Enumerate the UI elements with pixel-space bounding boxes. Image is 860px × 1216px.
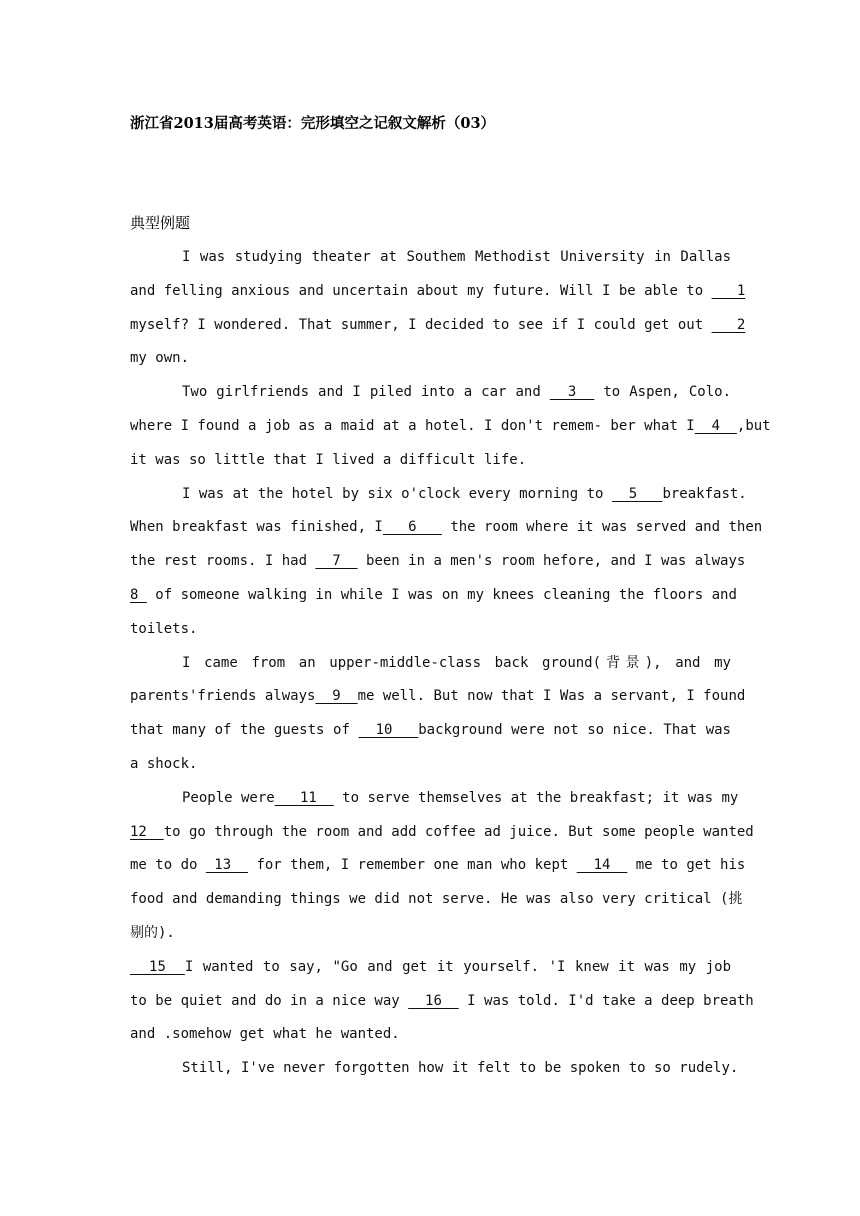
passage-text: food and demanding things we did not serve. He was also very critical (挑	[130, 891, 743, 907]
passage-text: parents'friends always	[130, 688, 316, 704]
answer-blank: 7	[315, 553, 358, 569]
answer-blank: 14	[576, 857, 628, 873]
passage-text: that many of the guests of	[130, 722, 359, 738]
passage-text: I came from an upper-middle-class back ground(背景), and my	[182, 655, 731, 671]
passage-line	[130, 485, 747, 503]
passage-text: toilets.	[130, 621, 198, 637]
passage-line	[130, 856, 746, 874]
passage-text: 剔的).	[130, 925, 175, 941]
passage-text: it was so little that I lived a difficult life.	[130, 452, 527, 468]
passage-line	[130, 552, 746, 570]
passage-text: and felling anxious and uncertain about my future. Will I be able to	[130, 283, 712, 299]
passage-text: to be quiet and do in a nice way	[130, 993, 409, 1009]
passage-line	[130, 992, 754, 1010]
passage-text: been in a men's room hefore, and I was always	[357, 553, 746, 569]
answer-blank: 16	[408, 993, 459, 1009]
page-title: 浙江省2013届高考英语：完形填空之记叙文解析（03）	[130, 115, 496, 132]
passage-text: Two girlfriends and I piled into a car and	[182, 384, 550, 400]
passage-line	[130, 620, 731, 638]
answer-blank: __2	[711, 317, 746, 333]
answer-blank: 8	[130, 587, 147, 603]
answer-blank: 10	[358, 722, 419, 738]
passage-text: I was told. I'd take a deep breath	[458, 993, 754, 1009]
passage-text: to serve themselves at the breakfast; it was my	[333, 790, 739, 806]
passage-text: where I found a job as a maid at a hotel. I don't remem- ber what I	[130, 418, 695, 434]
passage-line	[130, 248, 731, 266]
passage-text: to Aspen, Colo.	[594, 384, 731, 400]
answer-blank: 13	[205, 857, 249, 873]
passage-text: I was at the hotel by six o'clock every morning to	[182, 486, 612, 502]
passage-line	[130, 687, 746, 705]
passage-text: I wanted to say, "Go and get it yourself. 'I knew it was my job	[184, 959, 731, 975]
passage-line	[130, 518, 763, 536]
passage-text: me to do	[130, 857, 206, 873]
passage-line	[130, 417, 771, 435]
passage-text: breakfast.	[662, 486, 747, 502]
answer-blank: 15	[130, 959, 185, 975]
answer-blank: __1	[711, 283, 746, 299]
answer-blank: 12	[130, 824, 164, 840]
passage-text: me to get his	[627, 857, 746, 873]
passage-text: me well. But now that I Was a servant, I found	[357, 688, 746, 704]
passage-line	[130, 1059, 739, 1077]
passage-line	[130, 451, 731, 469]
passage-line	[130, 721, 731, 739]
answer-blank: 9	[315, 688, 358, 704]
section-heading: 典型例题	[130, 214, 191, 232]
passage-line	[130, 586, 737, 604]
passage-text: my own.	[130, 350, 190, 366]
passage-text: myself? I wondered. That summer, I decided to see if I could get out	[130, 317, 712, 333]
passage-text: to go through the room and add coffee ad juice. But some people wanted	[163, 824, 754, 840]
passage-line	[130, 654, 731, 672]
passage-text: and .somehow get what he wanted.	[130, 1026, 400, 1042]
passage-text: I was studying theater at Southem Methodist University in Dallas	[182, 249, 731, 265]
passage-line	[130, 1025, 731, 1043]
passage-line	[130, 282, 746, 300]
passage-text: for them, I remember one man who kept	[248, 857, 577, 873]
passage-text: People were	[182, 790, 275, 806]
answer-blank: 5	[611, 486, 663, 502]
passage-line	[130, 755, 731, 773]
answer-blank: 11	[274, 790, 334, 806]
passage-text: background were not so nice. That was	[418, 722, 731, 738]
answer-blank: 6	[382, 519, 442, 535]
passage-text: the room where it was served and then	[441, 519, 763, 535]
passage-line	[130, 890, 743, 908]
passage-text: ,but	[736, 418, 771, 434]
passage-line	[130, 789, 739, 807]
passage-text: When breakfast was finished, I	[130, 519, 383, 535]
passage-text: a shock.	[130, 756, 198, 772]
passage-line	[130, 316, 746, 334]
passage-line	[130, 924, 731, 942]
passage-text: the rest rooms. I had	[130, 553, 316, 569]
passage-text: Still, I've never forgotten how it felt to be spoken to so rudely.	[182, 1060, 739, 1076]
answer-blank: 4	[694, 418, 737, 434]
passage-line	[130, 349, 731, 367]
answer-blank: 3	[549, 384, 595, 400]
passage-text: of someone walking in while I was on my knees cleaning the floors and	[146, 587, 737, 603]
passage-line	[130, 383, 731, 401]
passage-line	[130, 823, 754, 841]
passage-line	[130, 958, 731, 976]
